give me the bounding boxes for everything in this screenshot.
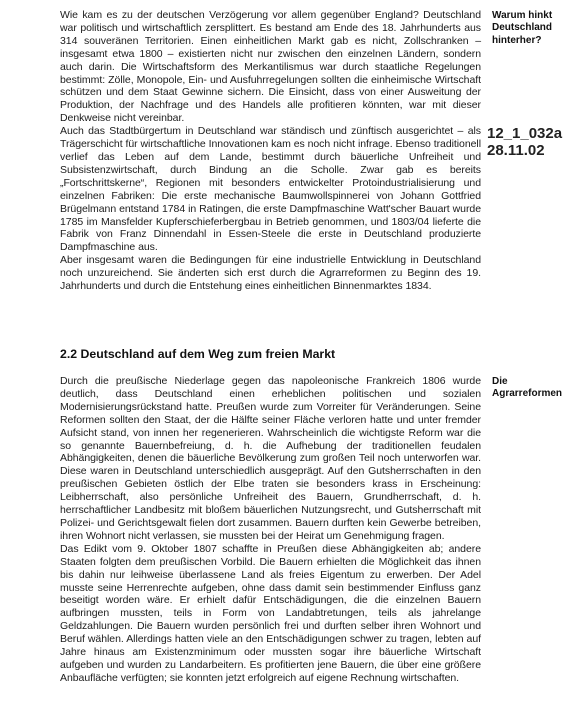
paragraph: Aber insgesamt waren die Bedingungen für eine industrielle Entwicklung in Deutschland noch unzureichend. Sie änderten sich erst durch die Agrarreformen zu Beginn des 19. Jahrhunderts und durch die Entstehung eines einheitlichen Binnenmarktes 1834. (60, 254, 481, 293)
section-heading: 2.2 Deutschland auf dem Weg zum freien Markt (60, 347, 336, 361)
paragraph: Durch die preußische Niederlage gegen das napoleonische Frankreich 1806 wurde deutlich, dass Deutschland einen erheblichen politischen und sozialen Modernisierungsrückstand hatte. Preußen wurde zum Vorreiter für Veränderungen. Seine Reformen sollten den Staat, der die Hälfte seiner Fläche verloren hatte und unter fremder Aufsicht stand, von innen her regenerieren. Wahrscheinlich die wichtigste Reform war die so genannte Bauernbefreiung, d. h. die Aufhebung der traditionellen feudalen Abhängigkeiten, denen die bäuerliche Bevölkerung zum großen Teil noch unterworfen war. Diese waren in Deutschland unterschiedlich ausgeprägt. Auf den Gutsherrschaften in den preußischen Gebieten östlich der Elbe traten sie besonders krass in Erscheinung: Leibherrschaft, also persönliche Unfreiheit des Bauern, Grundherrschaft, d. h. herrschaftlicher Landbesitz mit bloßem bäuerlichen Nutzungsrecht, und Gutsherrschaft mit Polizei- und Gerichtsgewalt fielen dort zusammen. Bauern durften kein Gewerbe betreiben, ihren Wohnort nicht verlassen, sie mussten bei der Heirat um Genehmigung fragen. (60, 375, 481, 542)
paragraph: Auch das Stadtbürgertum in Deutschland war ständisch und zünftisch ausgerichtet – als Trägerschicht für wirtschaftliche Innovationen kam es noch nicht infrage. Ebenso traditionell verlief das Leben auf dem Lande, bestimmt durch bäuerliche Unfreiheit und Subsistenzwirtschaft, durch Bindung an die Scholle. Zwar gab es bereits „Fortschrittskerne“, Regionen mit besonders entwickelter Protoindustrialisierung und einzelnen Fabriken: Die erste mechanische Baumwollspinnerei von Johann Gottfried Brügelmann entstand 1784 in Ratingen, die erste Dampfmaschine Watt'scher Bauart wurde 1785 im Mansfelder Kupferschieferbergbau in Betrieb genommen, und 1803/04 lieferte die Fabrik von Franz Dinnendahl in Essen-Steele die erste in Deutschland produzierte Dampfmaschine aus. (60, 125, 481, 254)
paragraph: Das Edikt vom 9. Oktober 1807 schaffte in Preußen diese Abhängigkeiten ab; andere Staaten folgten dem preußischen Vorbild. Die Bauern erhielten die Möglichkeit das ihnen bis dahin nur leihweise überlassene Land als freies Eigentum zu erwerben. Der Adel musste seine Herrenrechte aufgeben, ohne dass damit sein bestimmender Einfluss ganz beseitigt worden wäre. Er erhielt dafür Entschädigungen, die die einzelnen Bauern aufbringen mussten, teils in Form von Landabtretungen, teils als jahrelange Geldzahlungen. Die Bauern wurden persönlich frei und durften selber ihren Wohnort und Beruf wählen. Allerdings hatten viele an den Entschädigungen schwer zu tragen, lebten auf Jahre hinaus am Existenzminimum oder mussten sogar ihre bäuerliche Wirtschaft aufgeben und wurden zu Landarbeitern. Es profitierten jene Bauern, die über eine größere Anbaufläche verfügten; sie konnten jetzt erfolgreich auf eigene Rechnung wirtschaften. (60, 542, 481, 684)
margin-note-section-1: Warum hinkt Deutschland hinterher? (492, 10, 553, 46)
section-2-body (60, 375, 481, 685)
stamp-line-code: 12_1_032a (487, 125, 563, 142)
section-1-body (60, 9, 481, 293)
paragraph: Wie kam es zu der deutschen Verzögerung vor allem gegenüber England? Deutschland war politisch und wirtschaftlich zersplittert. Es bestand am Ende des 18. Jahrhunderts aus 314 souveränen Territorien. Einen einheitlichen Markt gab es nicht, Zollschranken – insgesamt etwa 1800 – existierten nicht nur zwischen den einzelnen Ländern, sondern auch darin. Die Wirtschaftsform des Merkantilismus war durch staatliche Regelungen bestimmt: Zölle, Monopole, Ein- und Ausfuhrregelungen sollten die einheimische Wirtschaft schützen und dem Staat Gewinne sichern. Die Einsicht, dass von einer Ausweitung der Produktion, der Nachfrage und des Handels alle profitieren könnten, war mit dieser Denkweise nicht vereinbar. (60, 9, 481, 125)
stamp-line-date: 28.11.02 (487, 142, 545, 159)
document-stamp (487, 125, 562, 159)
margin-note-section-2: Die Agrarreformen (492, 376, 563, 400)
